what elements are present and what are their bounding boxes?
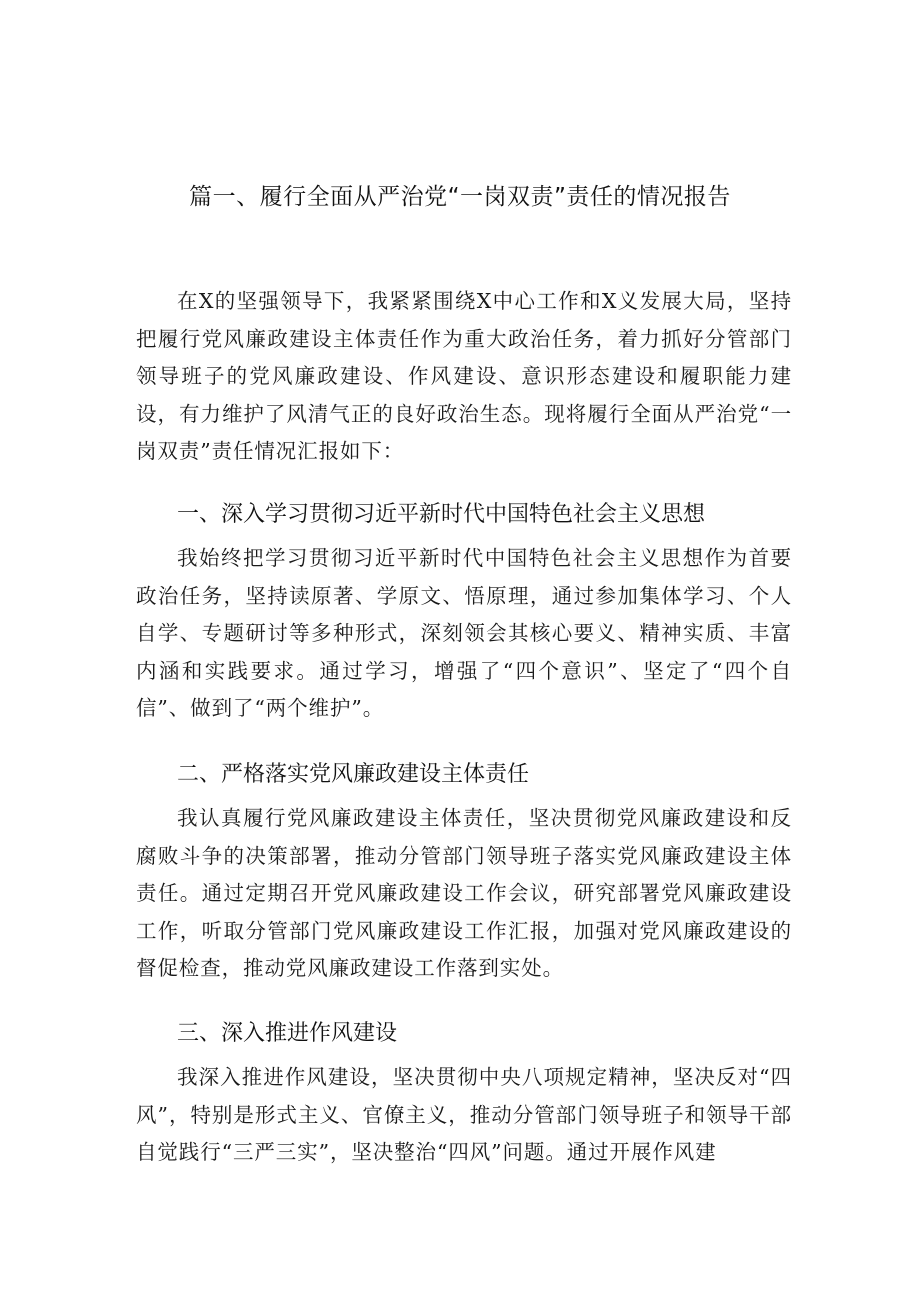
section-paragraph-2: 我认真履行党风廉政建设主体责任，坚决贯彻党风廉政建设和反腐败斗争的决策部署，推动分管部门领导班子落实党风廉政建设主体责任。通过定期召开党风廉政建设工作会议，研究部署党风廉政建设工作，听取分管部门党风廉政建设工作汇报，加强对党风廉政建设的督促检查，推动党风廉政建设工作落到实处。 [136, 806, 792, 980]
section-heading-1: 一、深入学习贯彻习近平新时代中国特色社会主义思想 [177, 502, 706, 527]
section-heading-2: 二、严格落实党风廉政建设主体责任 [177, 762, 530, 787]
section-paragraph-1: 我始终把学习贯彻习近平新时代中国特色社会主义思想作为首要政治任务，坚持读原著、学原文、悟原理，通过参加集体学习、个人自学、专题研讨等多种形式，深刻领会其核心要义、精神实质、丰富内涵和实践要求。通过学习，增强了“四个意识”、坚定了“四个自信”、做到了“两个维护”。 [136, 546, 792, 720]
section-paragraph-3: 我深入推进作风建设，坚决贯彻中央八项规定精神，坚决反对“四风”，特别是形式主义、官僚主义，推动分管部门领导班子和领导干部自觉践行“三严三实”，坚决整治“四风”问题。通过开展作风建 [136, 1065, 792, 1164]
document-title: 篇一、履行全面从严治党“一岗双责”责任的情况报告 [189, 184, 731, 210]
intro-paragraph: 在X的坚强领导下，我紧紧围绕X中心工作和X义发展大局，坚持把履行党风廉政建设主体责任作为重大政治任务，着力抓好分管部门领导班子的党风廉政建设、作风建设、意识形态建设和履职能力建设，有力维护了风清气正的良好政治生态。现将履行全面从严治党“一岗双责”责任情况汇报如下： [136, 289, 792, 463]
section-heading-3: 三、深入推进作风建设 [177, 1021, 398, 1046]
